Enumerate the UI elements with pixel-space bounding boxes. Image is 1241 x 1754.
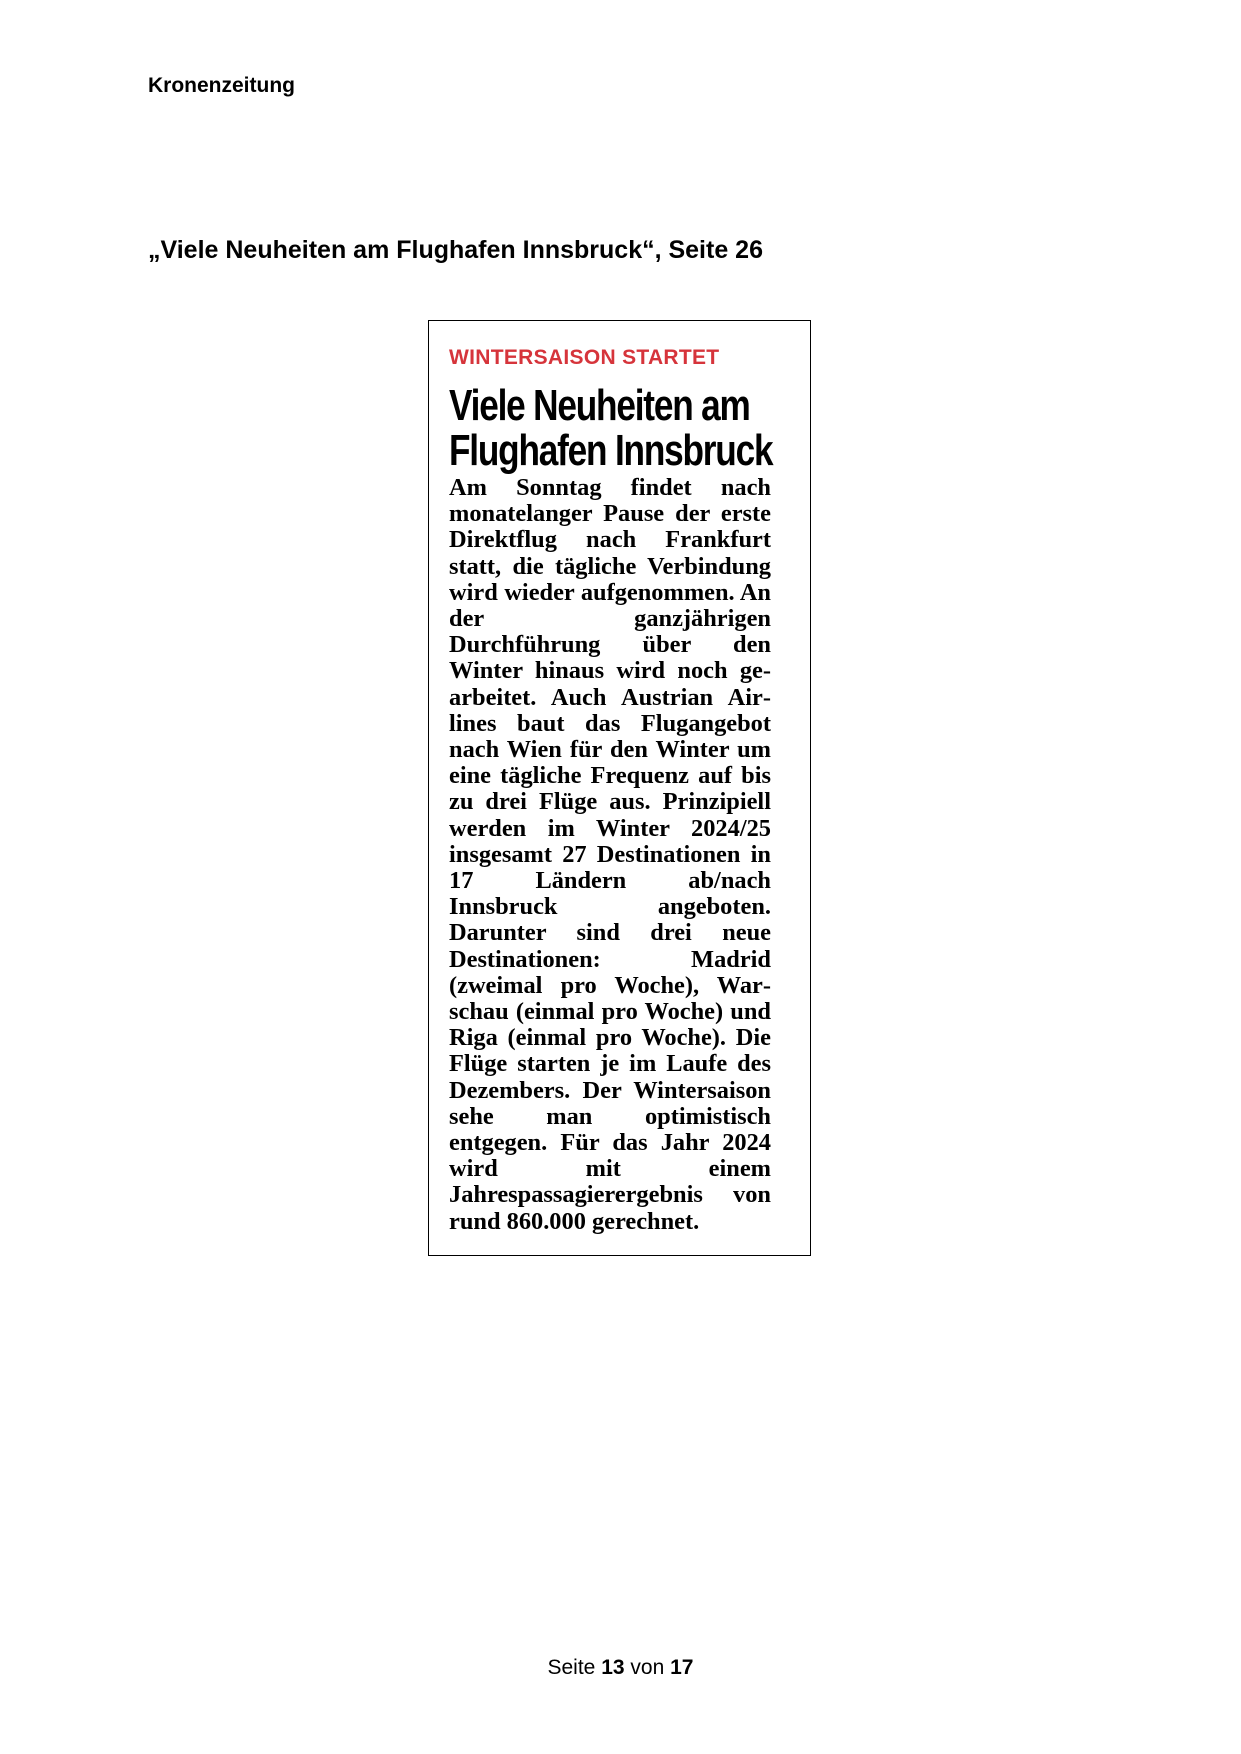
- headline-line-1: Viele Neuheiten am: [449, 381, 750, 430]
- clipping-body-text: Am Sonntag findet nach monatelanger Pause der erste Direktflug nach Frankfurt statt, die tägliche Verbindung wird wieder aufgenommen. An der ganzjährigen Durchführung über den Winter hinaus wird noch gearbeitet. Auch Austrian Airlines baut das Flugangebot nach Wien für den Winter um eine tägliche Frequenz auf bis zu drei Flüge aus. Prinzipiell werden im Winter 2024/25 insgesamt 27 Destinationen in 17 Ländern ab/nach Innsbruck angeboten. Darunter sind drei neue Destinationen: Madrid (zweimal pro Woche), Warschau (einmal pro Woche) und Riga (einmal pro Woche). Die Flüge starten je im Laufe des Dezembers. Der Wintersaison sehe man optimistisch entgegen. Für das Jahr 2024 wird mit einem Jahrespassagierergebnis von rund 860.000 gerechnet.: [449, 474, 771, 1235]
- page-number: [0, 1656, 1241, 1680]
- current-page: 13: [601, 1656, 625, 1679]
- source-publication: Kronenzeitung: [148, 74, 295, 97]
- page-separator: von: [630, 1656, 665, 1679]
- newspaper-clipping: [428, 320, 811, 1256]
- clipping-kicker: WINTERSAISON STARTET: [449, 346, 720, 369]
- total-pages: 17: [670, 1656, 694, 1679]
- article-reference-title: „Viele Neuheiten am Flughafen Innsbruck“, Seite 26: [148, 236, 763, 264]
- clipping-headline: [449, 383, 785, 473]
- headline-line-2: Flughafen Innsbruck: [449, 426, 773, 475]
- page-prefix: Seite: [547, 1656, 596, 1679]
